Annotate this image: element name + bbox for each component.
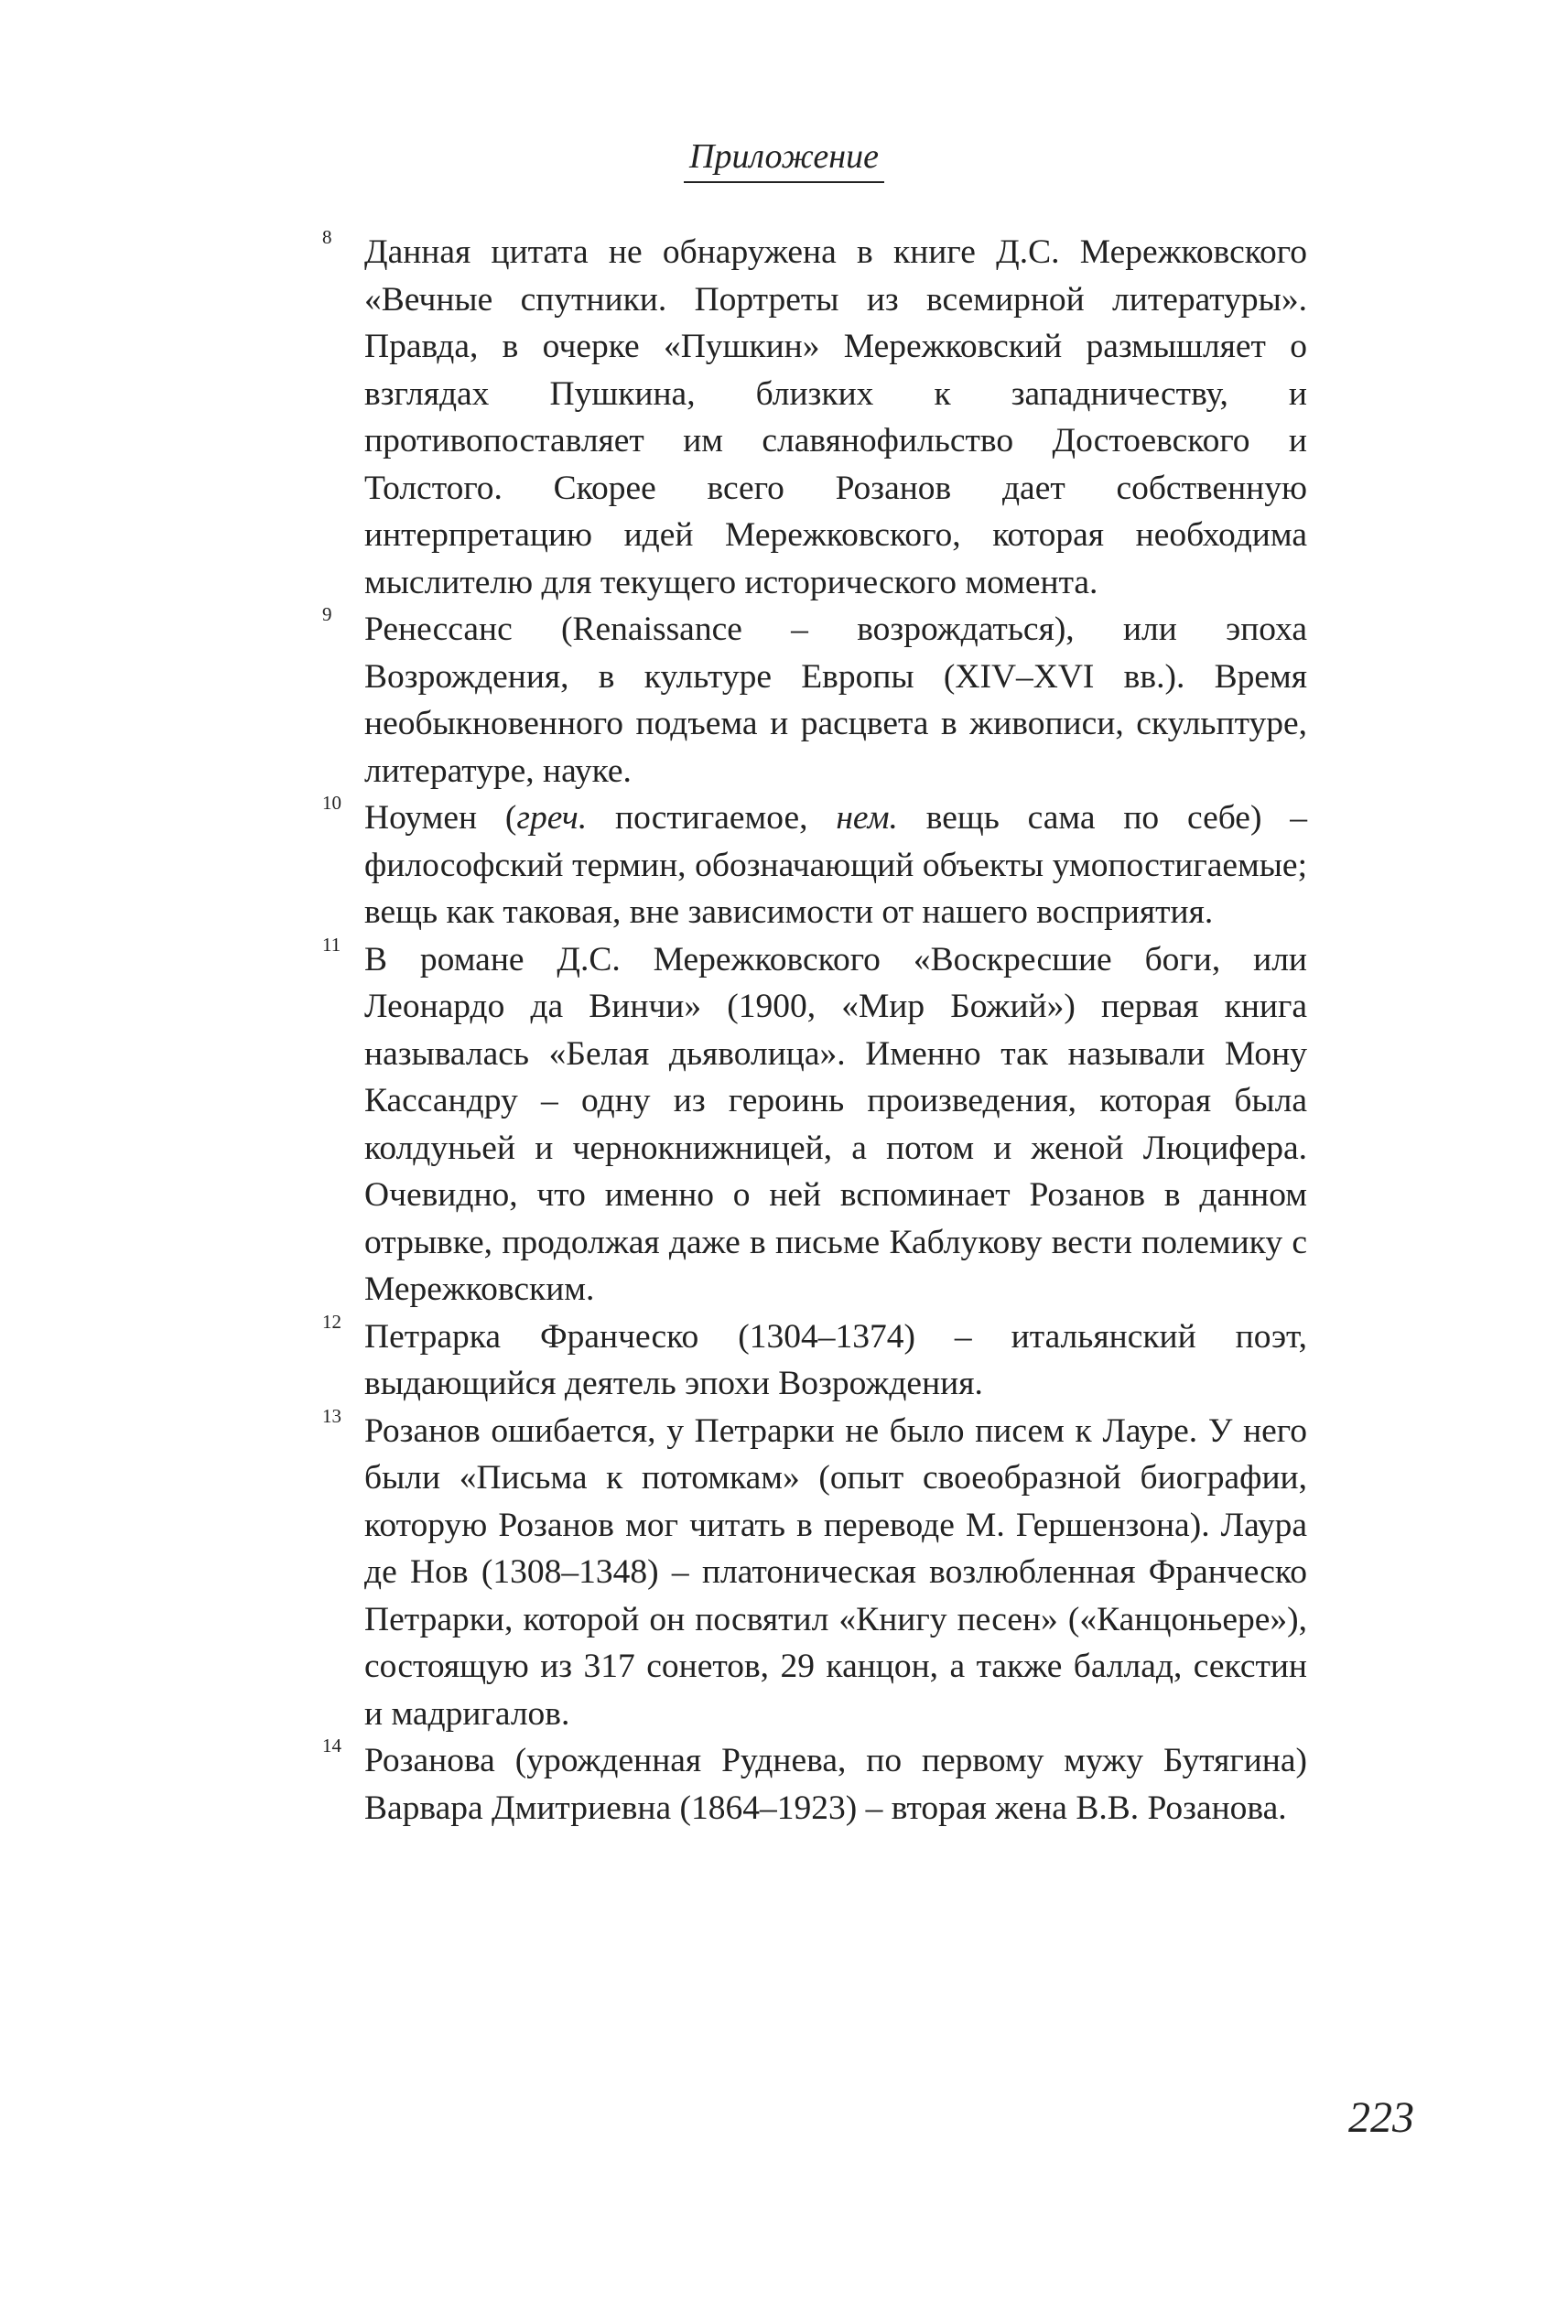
endnote-number: 14 <box>322 1735 341 1757</box>
endnote-9 <box>322 603 1307 794</box>
endnote-11 <box>322 933 1307 1313</box>
endnote-13 <box>322 1404 1307 1738</box>
endnote-8 <box>322 226 1307 606</box>
running-head <box>0 135 1568 183</box>
endnote-text: Розанов ошибается, у Петрарки не было писем к Лауре. У него были «Письма к потомкам» (опыт своеобразной биографии, которую Розанов мог читать в переводе М. Гершензона). Лаура де Нов (1308–1348) – платоническая возлюбленная Франческо Петрарки, которой он посвятил «Книгу песен» («Канцоньере»), состоящую из 317 сонетов, 29 канцон, а также баллад, секстин и мадригалов. <box>364 1411 1307 1733</box>
endnotes-list <box>322 226 1307 1832</box>
endnote-text: Розанова (урожденная Руднева, по первому мужу Бутягина) Варвара Дмитриевна (1864–1923) – вторая жена В.В. Розанова. <box>364 1742 1307 1827</box>
endnote-12 <box>322 1310 1307 1408</box>
endnote-number: 9 <box>322 603 332 625</box>
endnote-text-part: вещь сама по себе) – философский термин, обозначающий объекты умопостигаемые; вещь как таковая, вне зависимости от нашего восприятия. <box>364 799 1307 931</box>
endnote-number: 12 <box>322 1310 341 1333</box>
endnote-text: Данная цитата не обнаружена в книге Д.С. Мережковского «Вечные спутники. Портреты из всемирной литературы». Правда, в очерке «Пушкин» Мережковский размышляет о взглядах Пушкина, близких к западничеству, и противопоставляет им славянофильство Достоевского и Толстого. Скорее всего Розанов дает собственную интерпретацию идей Мережковского, которая необходима мыслителю для текущего исторического момента. <box>364 233 1307 601</box>
endnote-number: 8 <box>322 226 332 248</box>
endnote-text: Петрарка Франческо (1304–1374) – итальянский поэт, выдающийся деятель эпохи Возрождения. <box>364 1317 1307 1402</box>
endnote-number: 13 <box>322 1404 341 1427</box>
endnote-text-part: Ноумен ( <box>364 799 517 837</box>
endnote-text <box>364 799 1307 931</box>
endnote-text-part: постигаемое, <box>587 799 837 837</box>
endnote-text-italic: греч. <box>516 799 588 837</box>
endnote-text: В романе Д.С. Мережковского «Воскресшие боги, или Леонардо да Винчи» (1900, «Мир Божий») первая книга называлась «Белая дьяволица». Именно так называли Мону Кассандру – одну из героинь произведения, которая была колдуньей и чернокнижницей, а потом и женой Люцифера. Очевидно, что именно о ней вспоминает Розанов в данном отрывке, продолжая даже в письме Каблукову вести полемику с Мережковским. <box>364 940 1307 1308</box>
endnote-text: Ренессанс (Renaissance – возрождаться), или эпоха Возрождения, в культуре Европы (XIV–XVI вв.). Время необыкновенного подъема и расцвета в живописи, скульптуре, литературе, науке. <box>364 611 1307 790</box>
endnote-number: 11 <box>322 933 341 956</box>
endnote-14 <box>322 1737 1307 1832</box>
page-number: 223 <box>1348 2093 1414 2142</box>
endnote-10 <box>322 794 1307 936</box>
endnote-text-italic: нем. <box>836 799 898 837</box>
endnote-number: 10 <box>322 792 341 814</box>
running-head-title: Приложение <box>684 135 884 183</box>
